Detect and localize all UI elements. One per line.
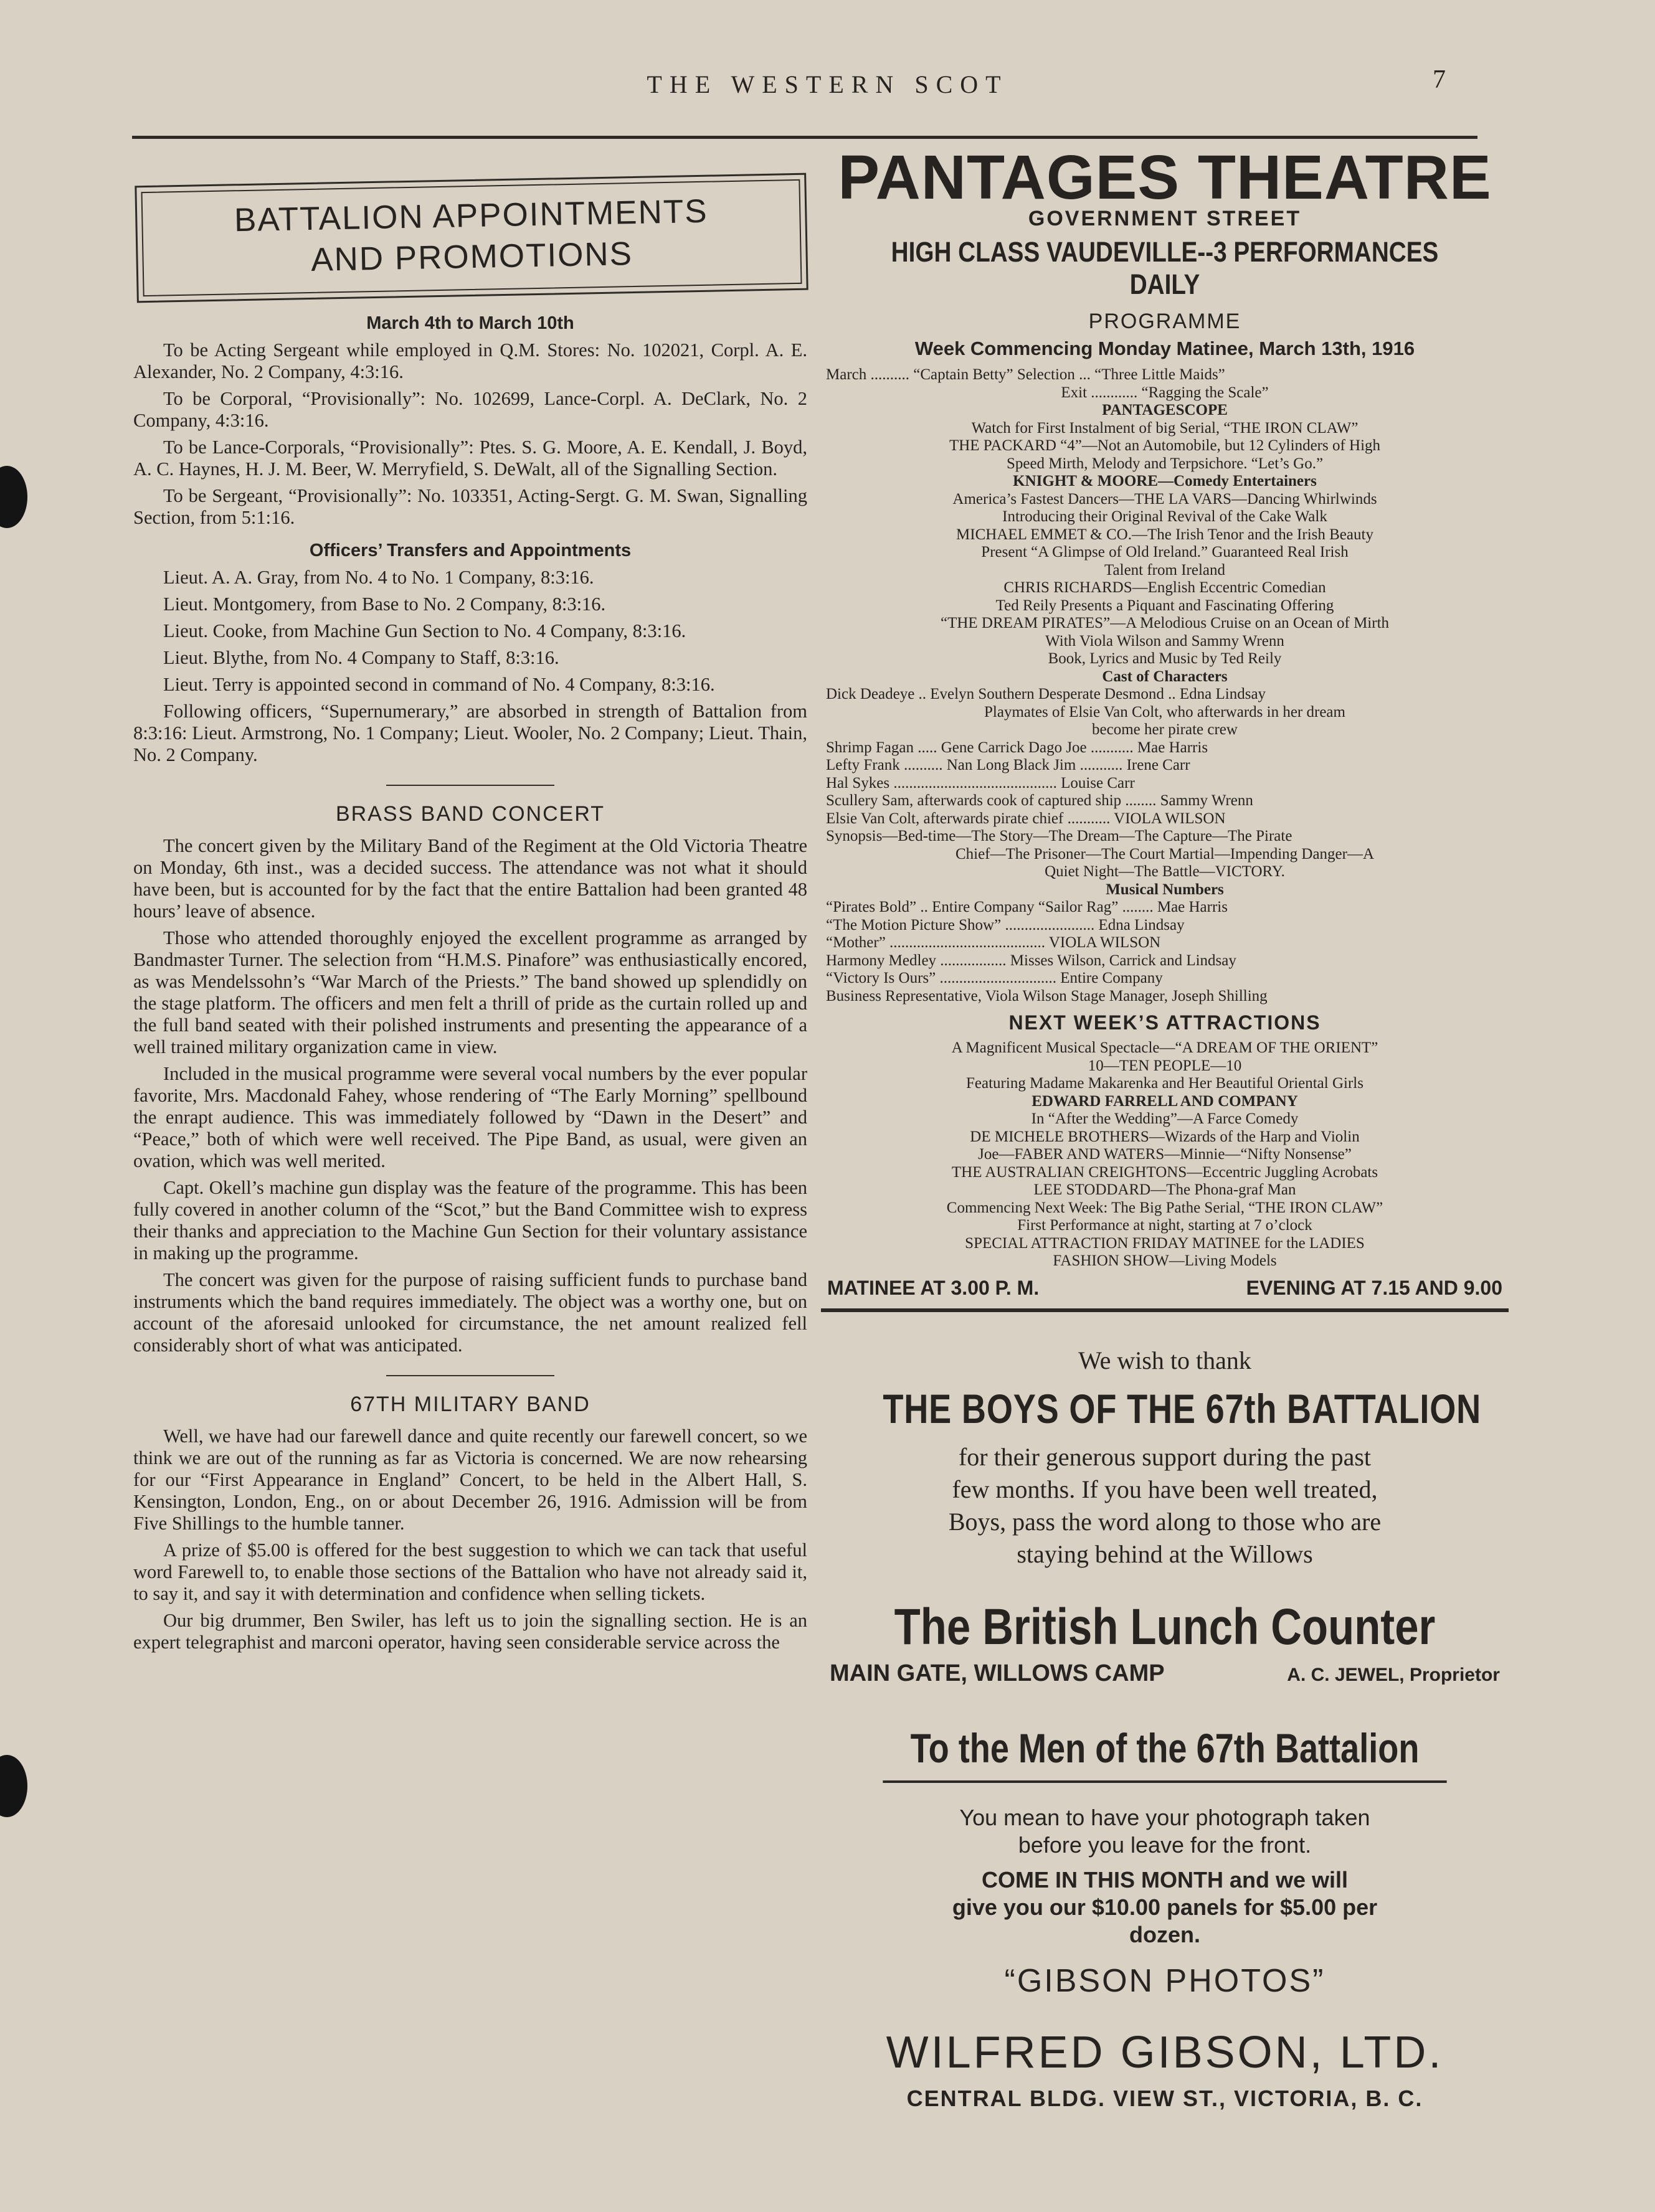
next-line: THE AUSTRALIAN CREIGHTONS—Eccentric Juggling Acrobats bbox=[951, 1163, 1378, 1181]
program-line: Chief—The Prisoner—The Court Martial—Impending Danger—A bbox=[955, 845, 1375, 863]
brass-paragraph: The concert given by the Military Band of the Regiment at the Old Victoria Theatre on Monday, 6th inst., was a decided success. The attendance was not what it should have been, but is accounted for by the fact that the entire Battalion had been granted 48 hours’ leave of absence. bbox=[133, 835, 807, 922]
program-line: Book, Lyrics and Music by Ted Reily bbox=[1048, 650, 1282, 667]
photo-line: dozen. bbox=[1129, 1921, 1200, 1947]
band-paragraph: Our big drummer, Ben Swiler, has left us to join the signalling section. He is an expert telegraphist and marconi operator, having seen considerable service across the bbox=[133, 1610, 807, 1653]
thank-body-line: Boys, pass the word along to those who are bbox=[948, 1507, 1382, 1536]
program-line: Talent from Ireland bbox=[1104, 561, 1225, 579]
section-divider bbox=[386, 785, 554, 786]
thank-body-line: staying behind at the Willows bbox=[1017, 1539, 1313, 1568]
program-line: “THE DREAM PIRATES”—A Melodious Cruise on an Ocean of Mirth bbox=[940, 615, 1390, 631]
officer-paragraph: Following officers, “Supernumerary,” are absorbed in strength of Battalion from 8:3:16: Lieut. Armstrong, No. 1 Company; Lieut. Wooler, No. 2 Company; Lieut. Thain, No. 2 Company. bbox=[133, 701, 807, 765]
photo-offer-deal bbox=[821, 1866, 1509, 1949]
program-line: PANTAGESCOPE bbox=[1102, 402, 1228, 418]
lunch-counter-location: MAIN GATE, WILLOWS CAMP bbox=[830, 1660, 1165, 1686]
program-line: Scullery Sam, afterwards cook of captured ship ........ Sammy Wrenn bbox=[826, 792, 1253, 809]
punch-hole-bottom bbox=[0, 1755, 27, 1817]
appointment-paragraph: To be Lance-Corporals, “Provisionally”: Ptes. S. G. Moore, A. E. Kendall, J. Boyd, A. C. Haynes, H. J. M. Beer, W. Merryfield, S. DeWalt, all of the Signalling Section. bbox=[133, 437, 807, 480]
program-line: Playmates of Elsie Van Colt, who afterwards in her dream bbox=[984, 703, 1345, 721]
program-line: With Viola Wilson and Sammy Wrenn bbox=[1045, 632, 1284, 650]
program-line: Musical Numbers bbox=[1106, 881, 1224, 898]
program-line: Elsie Van Colt, afterwards pirate chief ........... VIOLA WILSON bbox=[826, 810, 1226, 827]
gibson-photos: “GIBSON PHOTOS” bbox=[1004, 1962, 1325, 1999]
program-line: THE PACKARD “4”—Not an Automobile, but 12 Cylinders of High bbox=[949, 437, 1381, 454]
wilfred-gibson: WILFRED GIBSON, LTD. bbox=[886, 2027, 1444, 2077]
program-line: Synopsis—Bed-time—The Story—The Dream—The Capture—The Pirate bbox=[826, 828, 1292, 844]
matinee-time: MATINEE AT 3.00 P. M. bbox=[827, 1276, 1040, 1299]
programme-heading: PROGRAMME bbox=[1088, 310, 1241, 333]
program-line: CHRIS RICHARDS—English Eccentric Comedian bbox=[1003, 579, 1326, 596]
evening-time: EVENING AT 7.15 AND 9.00 bbox=[1246, 1276, 1502, 1299]
program-line: KNIGHT & MOORE—Comedy Entertainers bbox=[1013, 473, 1317, 489]
band-paragraph: A prize of $5.00 is offered for the best suggestion to which we can tack that useful word Farewell to, to enable those sections of the Battalion who have not already said it, to say it, and say it with determination and confidence when selling tickets. bbox=[133, 1539, 807, 1604]
section-divider bbox=[386, 1375, 554, 1376]
appointment-paragraph: To be Sergeant, “Provisionally”: No. 103351, Acting-Sergt. G. M. Swan, Signalling Section, from 5:1:16. bbox=[133, 485, 807, 528]
theatre-tagline: HIGH CLASS VAUDEVILLE--3 PERFORMANCES DAILY bbox=[891, 236, 1439, 300]
page-number: 7 bbox=[1433, 65, 1446, 94]
boys-heading: THE BOYS OF THE 67th BATTALION bbox=[883, 1385, 1482, 1432]
appointments-title-line-2: AND PROMOTIONS bbox=[310, 235, 633, 278]
header-rule bbox=[132, 136, 1477, 139]
next-line: A Magnificent Musical Spectacle—“A DREAM OF THE ORIENT” bbox=[951, 1039, 1378, 1056]
photo-line: before you leave for the front. bbox=[1018, 1832, 1312, 1858]
program-line: Ted Reily Presents a Piquant and Fascinating Offering bbox=[995, 597, 1334, 614]
thank-body-line: few months. If you have been well treated, bbox=[952, 1475, 1378, 1503]
photo-line: COME IN THIS MONTH and we will bbox=[981, 1866, 1349, 1893]
thank-body-line: for their generous support during the past bbox=[958, 1442, 1372, 1471]
lunch-counter-proprietor: A. C. JEWEL, Proprietor bbox=[1287, 1664, 1500, 1685]
program-line: Cast of Characters bbox=[1102, 668, 1228, 685]
appointments-box bbox=[135, 173, 808, 303]
appointments-title-line-1: BATTALION APPOINTMENTS bbox=[234, 192, 709, 239]
brass-paragraph: Capt. Okell’s machine gun display was the feature of the programme. This has been fully covered in another column of the “Scot,” but the Band Committee wish to express their thanks and appreciation to the Machine Gun Section for their voluntary assistance in making up the programme. bbox=[133, 1177, 807, 1264]
appointments-box-inner bbox=[141, 179, 802, 296]
next-line: EDWARD FARRELL AND COMPANY bbox=[1031, 1092, 1298, 1110]
officer-paragraph: Lieut. Cooke, from Machine Gun Section to No. 4 Company, 8:3:16. bbox=[163, 620, 686, 641]
next-line: SPECIAL ATTRACTION FRIDAY MATINEE for the LADIES bbox=[965, 1234, 1365, 1252]
running-head: THE WESTERN SCOT bbox=[647, 70, 1008, 98]
brass-paragraph: Included in the musical programme were several vocal numbers by the ever popular favorite, Mrs. Macdonald Fahey, whose rendering of “The Early Morning” spellbound the enrapt audience. This was immediately followed by “Dawn in the Desert” and “Peace,” both of which were well received. The Pipe Band, as usual, were given an ovation, which was well merited. bbox=[133, 1063, 807, 1171]
program-line: Harmony Medley ................. Misses Wilson, Carrick and Lindsay bbox=[826, 952, 1236, 969]
officer-paragraph: Lieut. A. A. Gray, from No. 4 to No. 1 Company, 8:3:16. bbox=[163, 567, 594, 588]
appointment-paragraph: To be Corporal, “Provisionally”: No. 102699, Lance-Corpl. A. DeClark, No. 2 Company, 4:3:16. bbox=[133, 388, 807, 431]
brass-band-heading: BRASS BAND CONCERT bbox=[335, 802, 605, 826]
officer-paragraph: Lieut. Blythe, from No. 4 Company to Staff, 8:3:16. bbox=[163, 647, 559, 668]
british-lunch-counter: The British Lunch Counter bbox=[894, 1598, 1436, 1655]
next-line: In “After the Wedding”—A Farce Comedy bbox=[1031, 1110, 1299, 1127]
next-line: Joe—FABER AND WATERS—Minnie—“Nifty Nonsense” bbox=[978, 1146, 1352, 1163]
program-line: “Mother” ........................................ VIOLA WILSON bbox=[826, 934, 1161, 951]
week-heading: Week Commencing Monday Matinee, March 13th, 1916 bbox=[914, 338, 1415, 359]
program-line: Hal Sykes .......................................... Louise Carr bbox=[826, 774, 1135, 792]
program-line: become her pirate crew bbox=[1092, 721, 1238, 738]
next-line: DE MICHELE BROTHERS—Wizards of the Harp and Violin bbox=[970, 1128, 1360, 1145]
program-line: Speed Mirth, Melody and Terpsichore. “Let’s Go.” bbox=[1006, 455, 1324, 472]
lunch-counter-details bbox=[821, 1660, 1509, 1687]
program-line: “The Motion Picture Show” ....................... Edna Lindsay bbox=[826, 916, 1185, 933]
photo-line: You mean to have your photograph taken bbox=[959, 1804, 1370, 1830]
theatre-street: GOVERNMENT STREET bbox=[1028, 207, 1302, 230]
brass-paragraph: Those who attended thoroughly enjoyed the excellent programme as arranged by Bandmaster Turner. The selection from “H.M.S. Pinafore” was enthusiastically encored, as was Mendelssohn’s “War March of the Priests.” The band showed up splendidly on the stage platform. The officers and men felt a thrill of pride as the curtain rolled up and the full band seated with their polished instruments and presenting the appearance of a well trained military organization came in view. bbox=[133, 927, 807, 1057]
program-line: MICHAEL EMMET & CO.—The Irish Tenor and the Irish Beauty bbox=[956, 526, 1373, 543]
band-paragraph: Well, we have had our farewell dance and quite recently our farewell concert, so we think we are out of the running as far as Victoria is concerned. We are now rehearsing for our “First Appearance in England” Concert, to be held in the Albert Hall, S. Kensington, London, Eng., on or about December 26, 1916. Admission will be from Five Shillings to the humble tanner. bbox=[133, 1425, 807, 1534]
photo-offer bbox=[821, 1804, 1509, 1859]
program-line: Exit ............ “Ragging the Scale” bbox=[1061, 384, 1269, 401]
program-line: March .......... “Captain Betty” Selection ... “Three Little Maids” bbox=[826, 366, 1225, 383]
program-line: Shrimp Fagan ..... Gene Carrick Dago Joe ........... Mae Harris bbox=[826, 739, 1208, 756]
left-column bbox=[133, 174, 807, 1658]
program-line: Business Representative, Viola Wilson Stage Manager, Joseph Shilling bbox=[826, 987, 1268, 1004]
next-line: Commencing Next Week: The Big Pathe Serial, “THE IRON CLAW” bbox=[946, 1199, 1383, 1216]
next-line: FASHION SHOW—Living Models bbox=[1053, 1252, 1277, 1269]
to-the-men-heading: To the Men of the 67th Battalion bbox=[883, 1724, 1446, 1783]
military-band-heading: 67TH MILITARY BAND bbox=[350, 1392, 590, 1416]
next-week-heading: NEXT WEEK’S ATTRACTIONS bbox=[1008, 1011, 1321, 1034]
program-line: Lefty Frank .......... Nan Long Black Jim ........... Irene Carr bbox=[826, 757, 1190, 773]
programme-list bbox=[821, 366, 1509, 1005]
punch-hole-top bbox=[0, 466, 27, 528]
program-line: “Pirates Bold” .. Entire Company “Sailor Rag” ........ Mae Harris bbox=[826, 899, 1228, 915]
program-line: Introducing their Original Revival of the Cake Walk bbox=[1002, 508, 1327, 525]
thank-body bbox=[821, 1441, 1509, 1571]
officers-heading: Officers’ Transfers and Appointments bbox=[309, 541, 632, 560]
program-line: Watch for First Instalment of big Serial, “THE IRON CLAW” bbox=[971, 419, 1359, 437]
photo-line: give you our $10.00 panels for $5.00 per bbox=[952, 1894, 1378, 1920]
ad-rule bbox=[821, 1308, 1509, 1312]
next-line: 10—TEN PEOPLE—10 bbox=[1088, 1057, 1242, 1074]
next-line: First Performance at night, starting at 7 o’clock bbox=[1017, 1217, 1312, 1234]
theatre-title: PANTAGES THEATRE bbox=[838, 143, 1492, 212]
program-line: Present “A Glimpse of Old Ireland.” Guaranteed Real Irish bbox=[981, 544, 1349, 560]
officer-paragraph: Lieut. Terry is appointed second in command of No. 4 Company, 8:3:16. bbox=[163, 674, 715, 695]
program-line: “Victory Is Ours” .............................. Entire Company bbox=[826, 970, 1163, 986]
program-line: Dick Deadeye .. Evelyn Southern Desperate Desmond .. Edna Lindsay bbox=[826, 686, 1266, 702]
thank-line: We wish to thank bbox=[1078, 1346, 1251, 1374]
next-line: Featuring Madame Makarenka and Her Beautiful Oriental Girls bbox=[966, 1075, 1363, 1092]
program-line: America’s Fastest Dancers—THE LA VARS—Dancing Whirlwinds bbox=[952, 490, 1377, 508]
next-week-list bbox=[821, 1039, 1509, 1270]
next-line: LEE STODDARD—The Phona-graf Man bbox=[1033, 1181, 1296, 1198]
dates-heading: March 4th to March 10th bbox=[366, 313, 574, 333]
right-column bbox=[821, 144, 1509, 2112]
officer-paragraph: Lieut. Montgomery, from Base to No. 2 Company, 8:3:16. bbox=[163, 593, 606, 615]
appointment-paragraph: To be Acting Sergeant while employed in Q.M. Stores: No. 102021, Corpl. A. E. Alexander, No. 2 Company, 4:3:16. bbox=[133, 339, 807, 382]
gibson-address: CENTRAL BLDG. VIEW ST., VICTORIA, B. C. bbox=[906, 2085, 1423, 2111]
brass-paragraph: The concert was given for the purpose of raising sufficient funds to purchase band instruments which the band requires immediately. The object was a worthy one, but on account of the aforesaid unlooked for circumstance, the net amount realized fell considerably short of what was anticipated. bbox=[133, 1269, 807, 1356]
program-line: Quiet Night—The Battle—VICTORY. bbox=[1045, 863, 1285, 880]
showtimes bbox=[821, 1277, 1509, 1300]
